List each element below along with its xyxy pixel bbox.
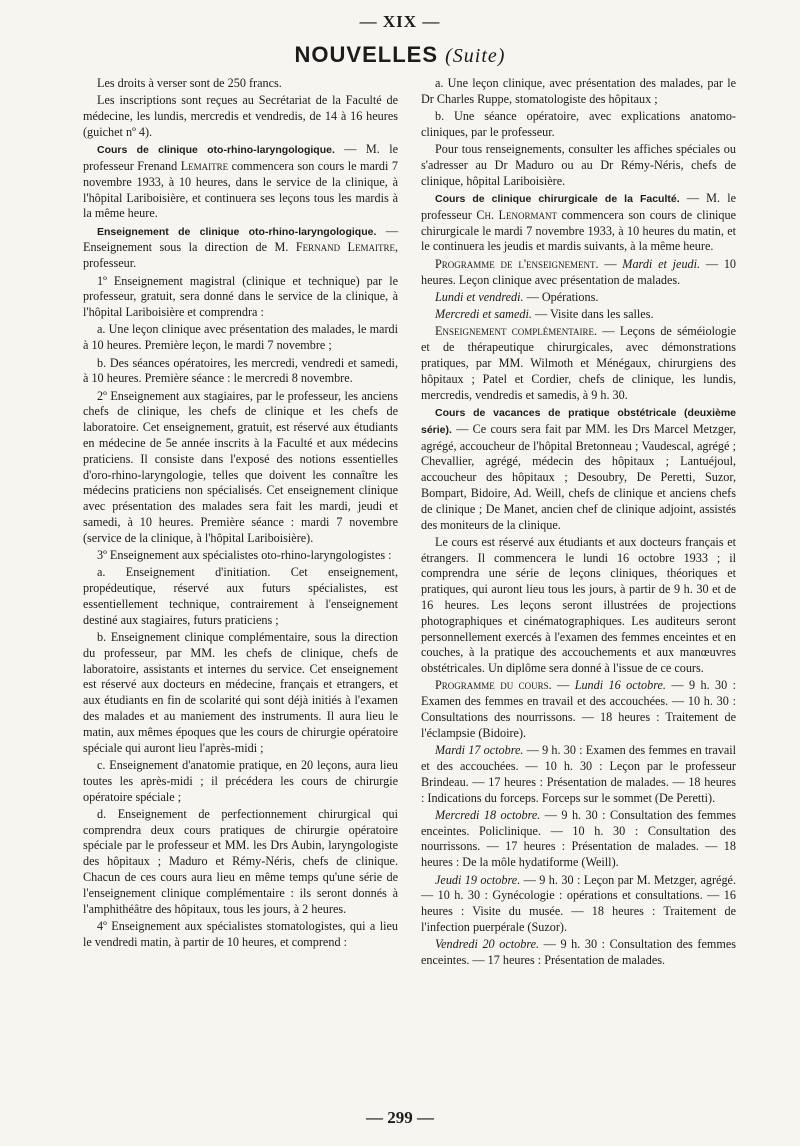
program-label: Programme de l'enseignement.: [435, 256, 599, 271]
program-days: Mardi et jeudi.: [622, 256, 701, 271]
program-paragraph: [421, 678, 736, 741]
person-name: Fernand Lemaitre: [295, 240, 395, 255]
section-paragraph: [83, 224, 398, 272]
paragraph: a. Une leçon clinique, avec présentation des malades, par le Dr Charles Ruppe, stomatologiste des hôpitaux ;: [421, 76, 736, 106]
paragraph: 1º Enseignement magistral (clinique et technique) par le professeur, gratuit, sera donné dans le service de la clinique, à l'hôpital Lariboisière et comprendra :: [83, 273, 398, 320]
text-run: —: [598, 256, 623, 271]
paragraph: a. Une leçon clinique avec présentation des malades, le mardi à 10 heures. Première leçon, le mardi 7 novembre ;: [83, 322, 398, 353]
program-day: Jeudi 19 octobre.: [435, 872, 521, 887]
program-paragraph: [421, 290, 736, 306]
text-run: — M. le professeur: [421, 191, 736, 222]
program-day: Mardi 17 octobre.: [435, 743, 524, 758]
program-label: Enseignement complémentaire.: [435, 324, 598, 339]
text-run: — Ce cours sera fait par MM. les Drs Marcel Metzger, agrégé, accoucheur de l'hôpital Bretonneau ; Vaudescal, agrégé ; Chevallier, agrégé, médecin des hôpitaux ; Lantuéjoul, accoucheur des hôpitaux ; Desoubry, De Peretti, Suzor, Bompart, Bidoire, Ad. Weill, chefs de clinique et anciens chefs de clinique ; De Manet, ancien chef de clinique adjoint, assistés des moniteurs de la clinique.: [421, 421, 736, 532]
left-column: [83, 76, 398, 952]
section-paragraph: [421, 191, 736, 255]
paragraph: c. Enseignement d'anatomie pratique, en 20 leçons, aura lieu toutes les après-midi ; il précédera les cours de chirurgie opératoire spéciale ;: [83, 757, 398, 804]
program-paragraph: [421, 743, 736, 806]
person-name: Ch. Lenormant: [476, 207, 557, 222]
paragraph: 4º Enseignement aux spécialistes stomatologistes, qui a lieu le vendredi matin, à partir de 10 heures, et comprend :: [83, 918, 398, 949]
program-day: Vendredi 20 octobre.: [435, 937, 540, 952]
program-day: Mercredi 18 octobre.: [435, 807, 541, 822]
paragraph: Pour tous renseignements, consulter les affiches spéciales ou s'adresser au Dr Maduro ou au Dr Rémy-Néris, chefs de clinique, hôpital Lariboisière.: [421, 142, 736, 188]
program-paragraph: [421, 808, 736, 871]
person-name: Lemaitre: [180, 158, 229, 173]
title-suffix: (Suite): [445, 45, 506, 67]
program-paragraph: [421, 873, 736, 936]
program-label: Programme du cours.: [435, 678, 552, 693]
text-run: — 9 h. 30 : Leçon par M. Metzger, agrégé. — 10 h. 30 : Gynécologie : opérations et consultations. — 16 heures : Visite du musée. — 18 heures : Traitement de l'infection puerpérale (Suzor).: [421, 872, 737, 934]
right-column: [421, 76, 736, 970]
text-run: — 9 h. 30 : Examen des femmes en travail et des accouchées. — 10 h. 30 : Consultations des nourrissons. — 18 heures : Traitement de l'éclampsie (Bidoire).: [421, 678, 737, 740]
paragraph: Les droits à verser sont de 250 francs.: [97, 76, 282, 90]
text-run: — 9 h. 30 : Consultation des femmes enceintes. — 17 heures : Présentation de malades.: [421, 937, 736, 968]
section-paragraph: [83, 142, 398, 222]
title-text: NOUVELLES: [294, 42, 439, 67]
text-run: commencera son cours le mardi 7 novembre 1933, à 10 heures, dans le service de la clinique, à l'hôpital Lariboisière, et continuera ses leçons tous les mardis à la même heure.: [83, 158, 398, 221]
program-paragraph: [421, 937, 736, 969]
paragraph: 2º Enseignement aux stagiaires, par le professeur, les anciens chefs de clinique, les chefs de clinique et les chefs de laboratoire. Cet enseignement, gratuit, est réservé aux étudiants en médecine de 5e année inscrits à la Faculté et aux médecins praticiens. Il consiste dans l'exposé des notions essentielles d'oro-rhino-laryngologie, telles que doivent les connaître les médecins praticiens non spécialisés. Cet enseignement clinique avec présentation des malades sera fait les mardi, jeudi et samedi, à 10 heures. Première séance : mardi 7 novembre (service de la clinique, à l'hôpital Lariboisière).: [83, 388, 398, 545]
paragraph: b. Une séance opératoire, avec explications anatomo-cliniques, par le professeur.: [421, 109, 736, 139]
text-run: — Leçons de séméiologie et de thérapeutique chirurgicales, avec démonstrations pratiques, par MM. Wilmoth et Ménégaux, chirurgiens des hôpitaux ; Patel et Cordier, chefs de clinique, les lundis, mercredis, vendredis et samedis, à 9 h. 30.: [421, 324, 736, 402]
text-run: —: [551, 678, 575, 693]
program-days: Lundi et vendredi.: [435, 289, 524, 304]
text-run: commencera son cours de clinique chirurgicale le mardi 7 novembre 1933, à 10 heures du matin, et le continuera les jeudis et mardis suivants, à la même heure.: [421, 207, 737, 254]
paragraph: b. Des séances opératoires, les mercredi, vendredi et samedi, à 10 heures. Première séance : le mercredi 8 novembre.: [83, 355, 398, 386]
program-paragraph: [421, 257, 736, 289]
text-run: — 9 h. 30 : Examen des femmes en travail et des accouchées. — 10 h. 30 : Leçon par le professeur Brindeau. — 17 heures : Présentation de malades. — 18 heures : Indications du forceps. Forceps sur le sommet (De Peretti).: [421, 743, 737, 805]
text-run: — 9 h. 30 : Consultation des femmes enceintes. Policlinique. — 10 h. 30 : Consultation des nourrissons. — 17 heures : Présentation de malades. — 18 heures : De la môle hydatiforme (Weill).: [421, 807, 736, 870]
text-run: — M. le professeur Frenand: [83, 142, 398, 173]
page-title: [0, 42, 800, 68]
paragraph: Le cours est réservé aux étudiants et aux docteurs français et étrangers. Il commencera le lundi 16 octobre 1933 ; il comprendra une série de leçons cliniques, théoriques et pratiques, qui auront lieu tous les jours, à partir de 9 h. 30 et de 16 heures. Les leçons seront illustrées de projections photographiques et cinématographiques. Les auditeurs seront personnellement exercés à l'examen des femmes enceintes et en couches, à la pratique des accouchements et aux manœuvres obstétricales. Un diplôme sera donné à l'issue de ce cours.: [421, 534, 736, 676]
section-heading: Cours de clinique oto-rhino-laryngologique.: [97, 144, 335, 157]
paragraph: Les inscriptions sont reçues au Secrétariat de la Faculté de médecine, les lundis, mercredis et vendredis, de 14 à 16 heures (guichet nº 4).: [83, 93, 398, 139]
paragraph: a. Enseignement d'initiation. Cet enseignement, propédeutique, réservé aux futurs spécialistes, est essentiellement technique, contrairement à l'enseignement destiné aux stagiaires, futurs praticiens ;: [83, 565, 398, 627]
section-heading: Cours de clinique chirurgicale de la Faculté.: [435, 193, 680, 206]
text-run: — 10 heures. Leçon clinique avec présentation de malades.: [421, 256, 736, 287]
text-run: — Enseignement sous la direction de M.: [83, 223, 399, 255]
program-paragraph: [421, 324, 736, 403]
section-paragraph: [421, 405, 736, 533]
program-days: Mercredi et samedi.: [435, 307, 532, 322]
text-run: — Opérations.: [523, 289, 599, 304]
section-heading: Enseignement de clinique oto-rhino-laryngologique.: [97, 225, 377, 238]
roman-page-number: — XIX —: [359, 12, 441, 31]
program-paragraph: [421, 307, 736, 323]
text-run: — Visite dans les salles.: [531, 307, 654, 322]
paragraph: d. Enseignement de perfectionnement chirurgical qui comprendra deux cours pratiques de chirurgie opératoire spéciale par le professeur et MM. les Drs Aubin, laryngologiste des hôpitaux ; Maduro et Rémy-Néris, chefs de clinique. Chacun de ces cours aura lieu en même temps qu'une série de l'enseignement clinique complémentaire : ils seront donnés à l'amphithéâtre des hôpitaux, tous les jours, à 2 heures.: [83, 806, 398, 916]
paragraph: b. Enseignement clinique complémentaire, sous la direction du professeur, par MM. les chefs de clinique, chefs de laboratoire, assistants et internes du service. Cet enseignement est réservé aux docteurs en médecine, français et etrangers, et aux étudiants en fin de scolarité qui sont déjà initiés à l'examen des malades et au maniement des instruments. Il aura lieu le matin, aux mêmes époques que les cours de chirurgie opératoire spéciale qui auront lieu l'après-midi ;: [83, 630, 398, 755]
section-heading: Cours de vacances de pratique obstétricale (deuxième série).: [421, 406, 736, 436]
text-run: , professeur.: [83, 240, 399, 271]
page-number: — 299 —: [366, 1108, 434, 1127]
paragraph: 3º Enseignement aux spécialistes oto-rhino-laryngologistes :: [97, 548, 392, 563]
program-day: Lundi 16 octobre.: [574, 678, 666, 693]
